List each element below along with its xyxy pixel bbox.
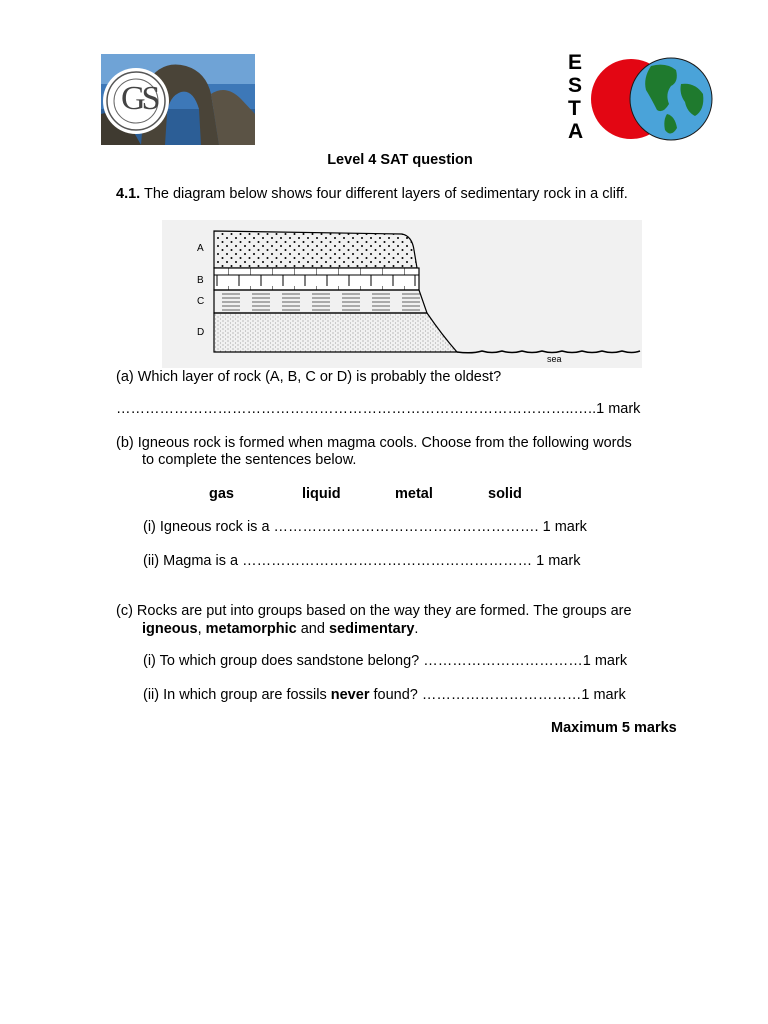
layer-label-c: C	[197, 296, 205, 307]
part-b-question-cont: to complete the sentences below.	[142, 452, 357, 468]
sea-label: sea	[547, 354, 562, 364]
cliff-diagram	[162, 220, 642, 368]
layer-label-d: D	[197, 327, 205, 338]
part-c-sub-ii[interactable]	[143, 687, 626, 703]
esta-letter-a: A	[568, 120, 584, 143]
part-c-groups	[142, 621, 418, 637]
page-title: Level 4 SAT question	[327, 152, 473, 168]
layer-label-b: B	[197, 275, 204, 286]
word-option-gas: gas	[209, 486, 234, 502]
group-metamorphic: metamorphic	[205, 621, 297, 637]
part-c-question: (c) Rocks are put into groups based on the way they are formed. The groups are	[116, 603, 632, 619]
group-igneous: igneous	[142, 621, 198, 637]
part-a-answer-line[interactable]: …………………………………………………………………………………..…..1 mark	[116, 401, 641, 417]
sub-ii-text-end: found? ……………………………1 mark	[369, 687, 626, 703]
question-intro	[116, 186, 628, 202]
globe-icon	[591, 54, 713, 144]
layer-label-a: A	[197, 243, 204, 254]
part-a-question: (a) Which layer of rock (A, B, C or D) is probably the oldest?	[116, 369, 502, 385]
part-b-question: (b) Igneous rock is formed when magma cools. Choose from the following words	[116, 435, 632, 451]
rock-layers-figure	[162, 220, 642, 368]
part-c-sub-i[interactable]: (i) To which group does sandstone belong? ……………………………1 mark	[143, 653, 628, 669]
question-number: 4.1.	[116, 186, 141, 202]
group-sedimentary: sedimentary	[328, 621, 415, 637]
sub-ii-text-start: (ii) In which group are fossils	[143, 687, 331, 703]
logo-monogram: GS	[121, 80, 157, 117]
group-separator: and	[296, 621, 329, 637]
question-text: The diagram below shows four different layers of sedimentary rock in a cliff.	[143, 186, 628, 202]
school-logo	[101, 54, 255, 145]
maximum-marks: Maximum 5 marks	[551, 720, 677, 736]
word-option-metal: metal	[395, 486, 433, 502]
sub-ii-emphasis: never	[330, 687, 370, 703]
part-b-sub-i[interactable]: (i) Igneous rock is a ………………………………………………. 1 mark	[143, 519, 587, 535]
esta-letter-e: E	[568, 51, 583, 74]
esta-letter-s: S	[568, 74, 583, 97]
part-b-sub-ii[interactable]: (ii) Magma is a …………………………………………………… 1 mark	[143, 553, 581, 569]
group-end: .	[414, 621, 419, 637]
group-separator: ,	[197, 621, 206, 637]
esta-letter-t: T	[568, 97, 581, 120]
word-option-liquid: liquid	[302, 486, 341, 502]
esta-logo	[565, 52, 713, 144]
word-option-solid: solid	[488, 486, 522, 502]
